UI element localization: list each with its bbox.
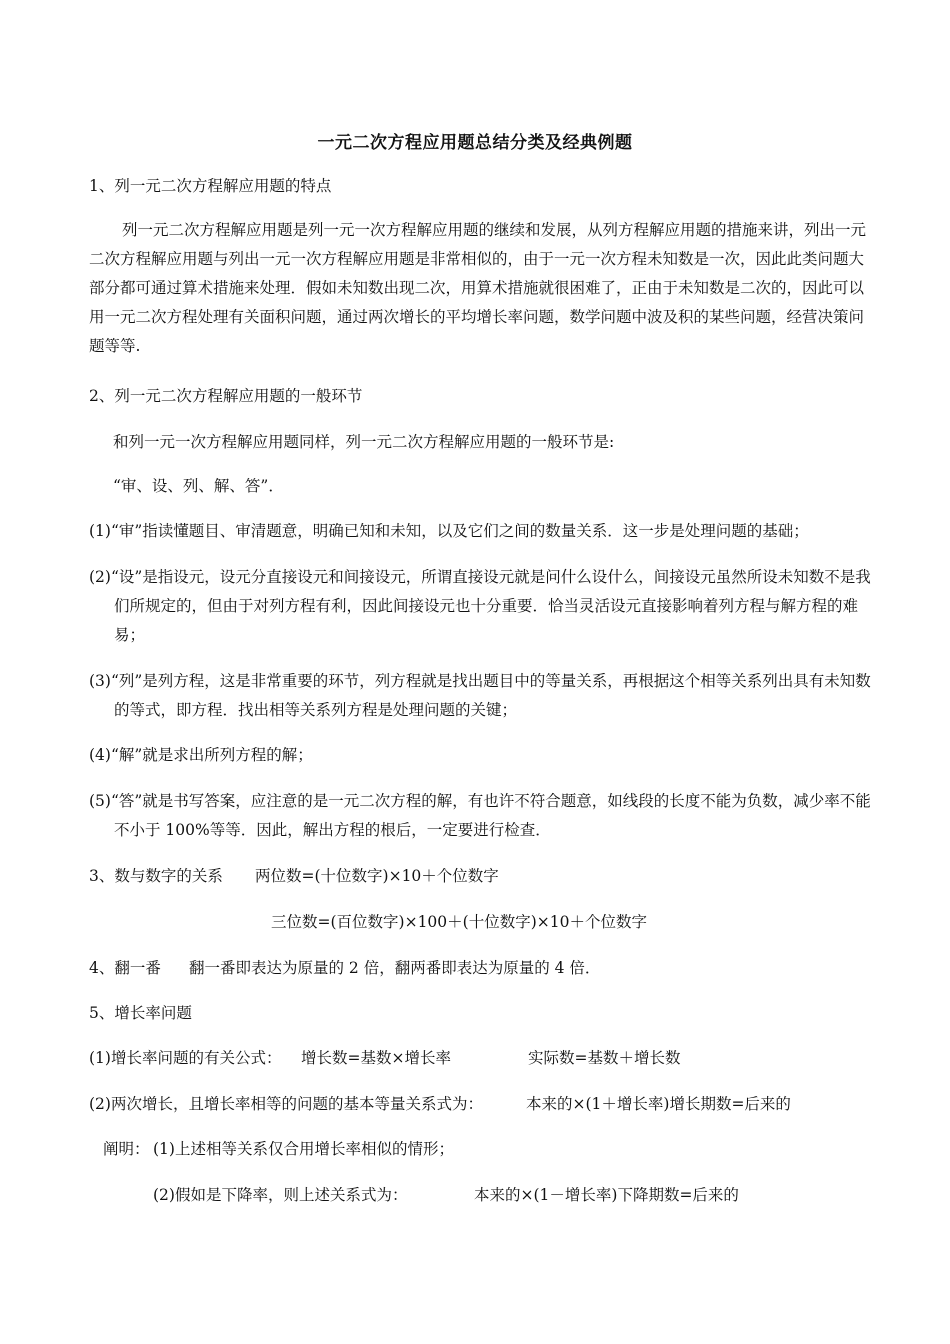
three-digit-formula: 三位数=(百位数字)×100＋(十位数字)×10＋个位数字 <box>271 913 647 931</box>
section-2-intro: 和列一元一次方程解应用题同样，列一元二次方程解应用题的一般环节是: <box>113 433 615 451</box>
step-item-da: (5)“答”就是书写答案，应注意的是一元二次方程的解，有也许不符合题意，如线段的长度不能为负数，减少率不能不小于 100%等等．因此，解出方程的根后，一定要进行检查． <box>89 792 871 839</box>
step-item-lie: (3)“列”是列方程，这是非常重要的环节，列方程就是找出题目中的等量关系，再根据这个相等关系列出具有未知数的等式，即方程．找出相等关系列方程是处理问题的关键； <box>89 672 871 719</box>
section-1-heading: 1、列一元二次方程解应用题的特点 <box>89 177 332 195</box>
note-label: 阐明： <box>103 1140 150 1158</box>
decline-formula: 本来的×(1－增长率)下降期数=后来的 <box>474 1186 739 1204</box>
growth-formula-a: 增长数=基数×增长率 <box>301 1049 451 1067</box>
section-1-paragraph <box>89 216 879 361</box>
double-growth-formula: 本来的×(1＋增长率)增长期数=后来的 <box>526 1095 791 1113</box>
step-item-jie: (4)“解”就是求出所列方程的解； <box>89 746 313 764</box>
note-2-label: (2)假如是下降率，则上述关系式为： <box>153 1186 408 1204</box>
document-title: 一元二次方程应用题总结分类及经典例题 <box>317 133 633 153</box>
section-1-paragraph-text: 列一元二次方程解应用题是列一元一次方程解应用题的继续和发展，从列方程解应用题的措施来讲，列出一元二次方程解应用题与列出一元一次方程解应用题是非常相似的，由于一元一次方程未知数是一次，因此此类问题大部分都可通过算术措施来处理．假如未知数出现二次，用算术措施就很困难了，正由于未知数是二次的，因此可以用一元二次方程处理有关面积问题，通过两次增长的平均增长率问题，数学问题中波及积的某些问题，经营决策问题等等. <box>89 221 867 355</box>
section-2-heading: 2、列一元二次方程解应用题的一般环节 <box>89 387 363 405</box>
two-digit-formula: 两位数=(十位数字)×10＋个位数字 <box>255 867 499 885</box>
section-5-heading: 5、增长率问题 <box>89 1004 192 1022</box>
double-text: 翻一番即表达为原量的 2 倍，翻两番即表达为原量的 4 倍． <box>189 959 601 977</box>
double-growth-label: (2)两次增长，且增长率相等的问题的基本等量关系式为： <box>89 1095 483 1113</box>
growth-formula-label: (1)增长率问题的有关公式： <box>89 1049 282 1067</box>
step-item-shen: (1)“审”指读懂题目、审清题意，明确已知和未知，以及它们之间的数量关系．这一步是处理问题的基础； <box>89 522 809 540</box>
step-item-she: (2)“设”是指设元，设元分直接设元和间接设元，所谓直接设元就是问什么设什么，间接设元虽然所设未知数不是我们所规定的，但由于对列方程有利，因此间接设元也十分重要．恰当灵活设元直接影响着列方程与解方程的难易； <box>89 568 871 644</box>
section-4-heading: 4、翻一番 <box>89 959 161 977</box>
growth-formula-b: 实际数=基数＋增长数 <box>528 1049 681 1067</box>
section-3-heading: 3、数与数字的关系 <box>89 867 223 885</box>
note-1: (1)上述相等关系仅合用增长率相似的情形； <box>153 1140 454 1158</box>
section-2-steps-summary: “审、设、列、解、答”． <box>113 477 284 495</box>
